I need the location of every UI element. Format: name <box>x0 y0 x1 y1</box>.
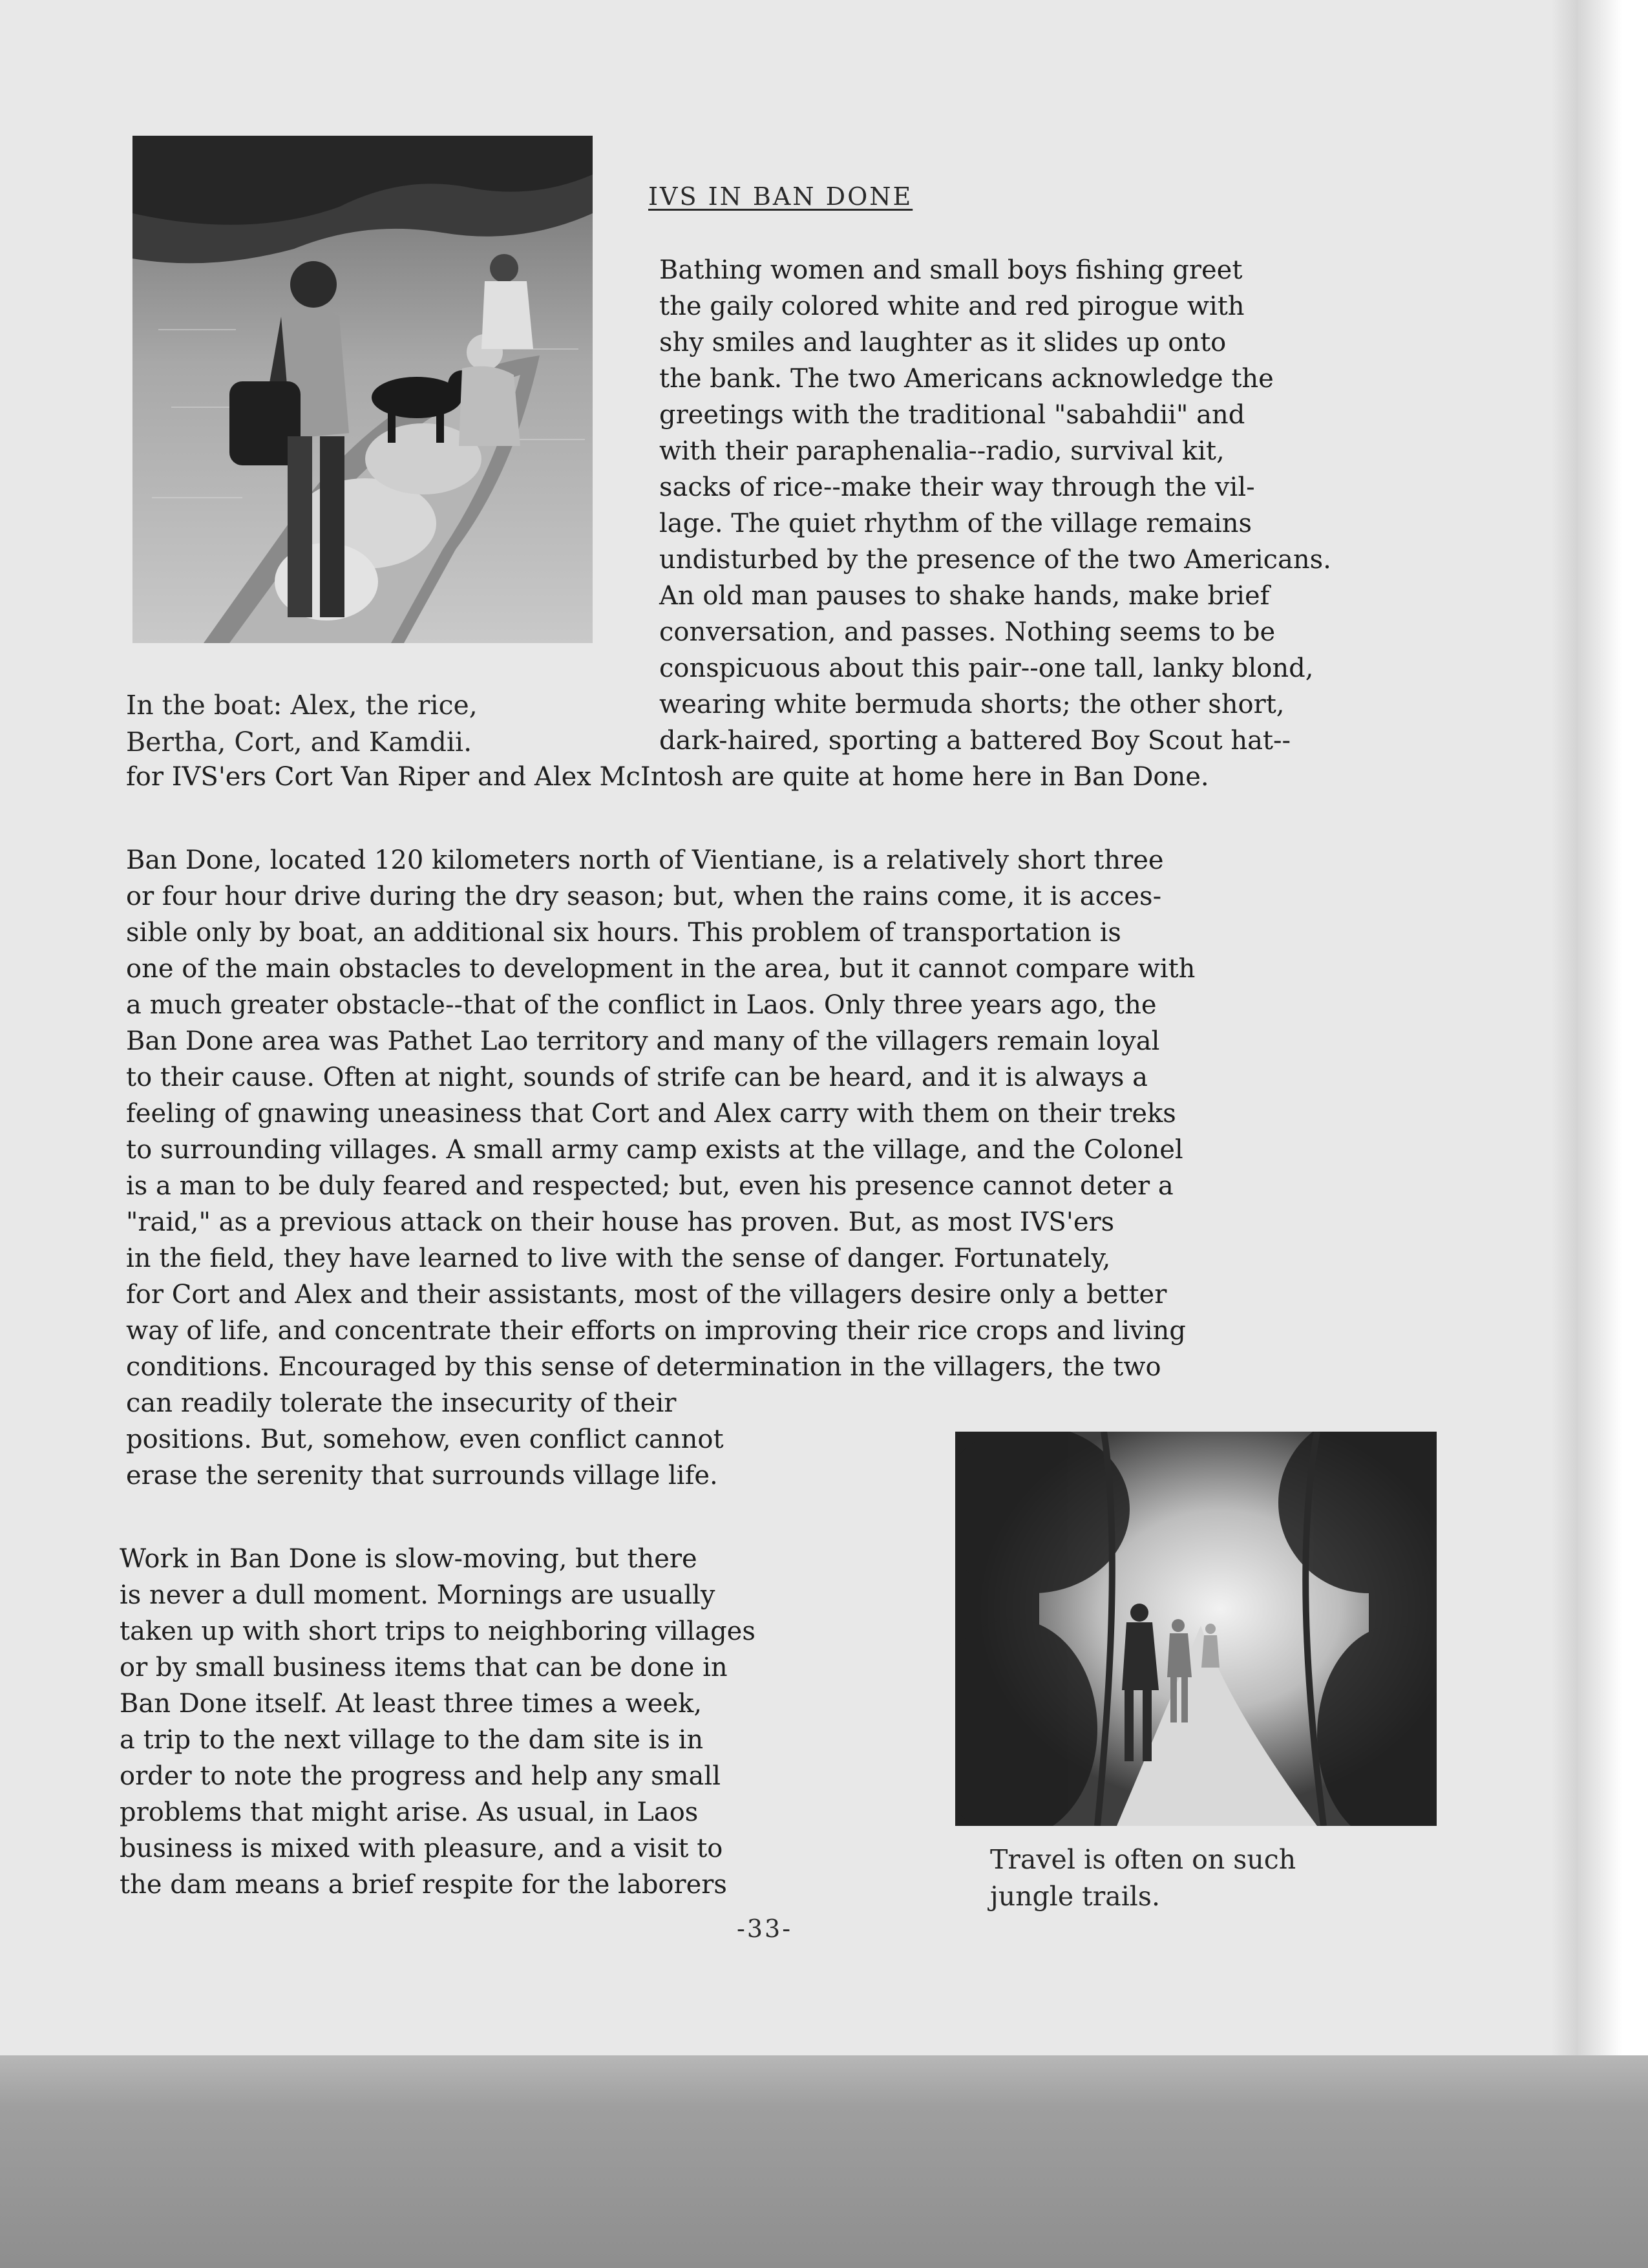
text-line: is a man to be duly feared and respected; but, even his presence cannot deter a <box>126 1171 1174 1201</box>
text-line: Work in Ban Done is slow-moving, but there <box>120 1544 697 1574</box>
text-line: problems that might arise. As usual, in Laos <box>120 1797 699 1827</box>
page-binding-edge <box>1551 0 1648 2268</box>
caption-line: Travel is often on such <box>990 1844 1296 1875</box>
text-line: the gaily colored white and red pirogue with <box>659 291 1245 321</box>
text-line: can readily tolerate the insecurity of their <box>126 1388 677 1418</box>
text-line: An old man pauses to shake hands, make brief <box>659 581 1270 611</box>
scan-bed-shadow <box>0 2055 1648 2268</box>
text-line: in the field, they have learned to live with the sense of danger. Fortunately, <box>126 1244 1111 1273</box>
text-line: sacks of rice--make their way through the vil- <box>659 472 1255 502</box>
text-line: conversation, and passes. Nothing seems to be <box>659 617 1276 647</box>
text-line: conditions. Encouraged by this sense of determination in the villagers, the two <box>126 1352 1161 1382</box>
text-line: greetings with the traditional "sabahdii" and <box>659 400 1245 430</box>
text-line: one of the main obstacles to development in the area, but it cannot compare with <box>126 954 1196 984</box>
text-line: erase the serenity that surrounds village life. <box>126 1461 718 1490</box>
text-line: or four hour drive during the dry season; but, when the rains come, it is acces- <box>126 882 1162 911</box>
text-line: shy smiles and laughter as it slides up onto <box>659 328 1227 357</box>
text-line: to surrounding villages. A small army camp exists at the village, and the Colonel <box>126 1135 1183 1165</box>
text-line: order to note the progress and help any small <box>120 1761 721 1791</box>
text-line: a much greater obstacle--that of the conflict in Laos. Only three years ago, the <box>126 990 1157 1020</box>
caption-line: jungle trails. <box>990 1881 1160 1912</box>
text-line: undisturbed by the presence of the two Americans. <box>659 545 1331 575</box>
text-line: Bathing women and small boys fishing greet <box>659 255 1243 285</box>
text-line: or by small business items that can be done in <box>120 1653 728 1682</box>
text-line: the bank. The two Americans acknowledge the <box>659 364 1274 394</box>
article-title: IVS IN BAN DONE <box>648 182 913 211</box>
text-line: business is mixed with pleasure, and a visit to <box>120 1834 723 1863</box>
caption-line: Bertha, Cort, and Kamdii. <box>126 726 472 758</box>
text-line: way of life, and concentrate their efforts on improving their rice crops and living <box>126 1316 1186 1346</box>
caption-line: In the boat: Alex, the rice, <box>126 690 478 721</box>
boat-photo <box>132 136 593 643</box>
text-line: dark-haired, sporting a battered Boy Scout hat-- <box>659 726 1291 756</box>
text-line: Ban Done area was Pathet Lao territory and many of the villagers remain loyal <box>126 1026 1160 1056</box>
text-line: a trip to the next village to the dam site is in <box>120 1725 704 1755</box>
text-line: conspicuous about this pair--one tall, lanky blond, <box>659 653 1314 683</box>
text-line: lage. The quiet rhythm of the village remains <box>659 509 1252 538</box>
text-line: feeling of gnawing uneasiness that Cort and Alex carry with them on their treks <box>126 1099 1176 1129</box>
text-line: is never a dull moment. Mornings are usually <box>120 1580 715 1610</box>
text-line: the dam means a brief respite for the laborers <box>120 1870 727 1900</box>
text-line: positions. But, somehow, even conflict cannot <box>126 1425 724 1454</box>
text-line: with their paraphenalia--radio, survival kit, <box>659 436 1225 466</box>
text-line: "raid," as a previous attack on their house has proven. But, as most IVS'ers <box>126 1207 1115 1237</box>
text-line: for IVS'ers Cort Van Riper and Alex McIntosh are quite at home here in Ban Done. <box>126 762 1209 792</box>
text-line: for Cort and Alex and their assistants, most of the villagers desire only a better <box>126 1280 1167 1309</box>
jungle-trail-photo <box>955 1432 1437 1826</box>
text-line: taken up with short trips to neighboring villages <box>120 1616 755 1646</box>
text-line: sible only by boat, an additional six hours. This problem of transportation is <box>126 918 1121 948</box>
text-line: to their cause. Often at night, sounds of strife can be heard, and it is always a <box>126 1063 1148 1092</box>
text-line: wearing white bermuda shorts; the other short, <box>659 690 1285 719</box>
text-line: Ban Done itself. At least three times a week, <box>120 1689 703 1719</box>
text-line: Ban Done, located 120 kilometers north of Vientiane, is a relatively short three <box>126 845 1164 875</box>
page-number: -33- <box>737 1914 793 1943</box>
